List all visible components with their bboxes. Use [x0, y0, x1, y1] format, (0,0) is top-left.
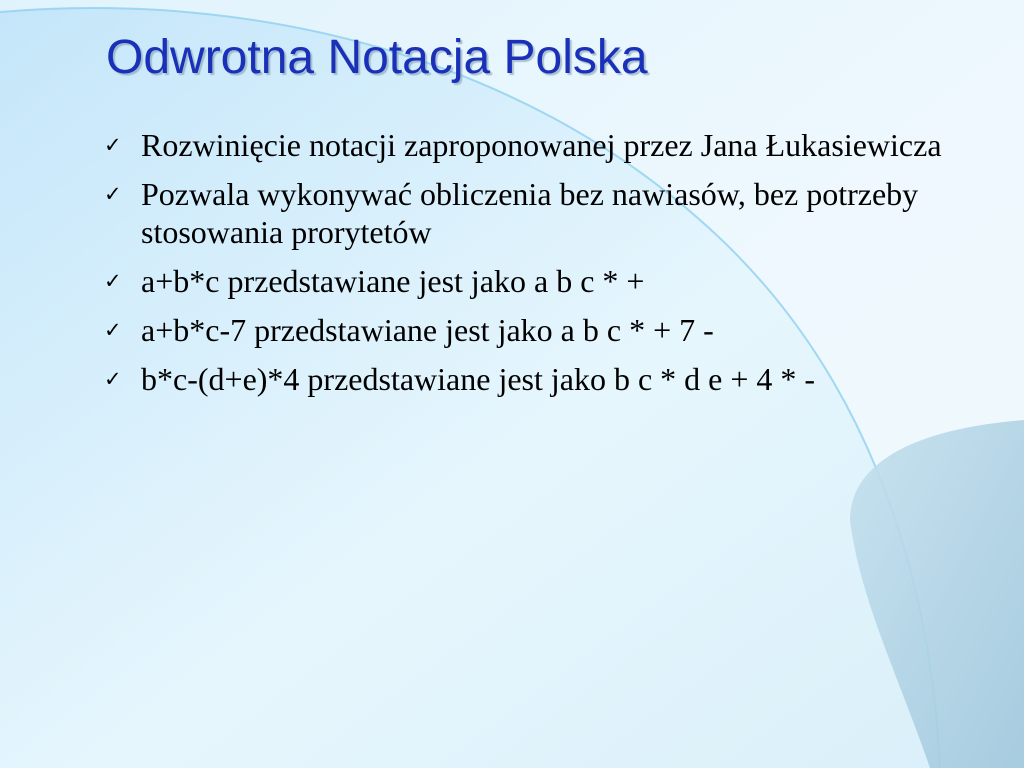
check-mark-icon: ✓ [104, 367, 122, 391]
check-mark-icon: ✓ [104, 269, 122, 293]
slide-title: Odwrotna Notacja Polska [106, 31, 648, 84]
check-mark-icon: ✓ [104, 318, 122, 342]
bullet-text: Rozwinięcie notacji zaproponowanej przez Jana Łukasiewicza [141, 127, 942, 163]
check-mark-icon: ✓ [104, 182, 122, 206]
bullet-item [0, 175, 981, 251]
check-mark-icon: ✓ [104, 133, 122, 157]
bullet-text: Pozwala wykonywać obliczenia bez nawiasów, bez potrzeby stosowania prorytetów [141, 176, 919, 250]
bullet-item [0, 311, 981, 349]
bullet-text: a+b*c przedstawiane jest jako a b c * + [141, 263, 645, 299]
bullet-item [0, 262, 981, 300]
bullet-item [0, 126, 981, 164]
bullet-item [0, 360, 981, 398]
bullet-text: b*c-(d+e)*4 przedstawiane jest jako b c * d e + 4 * - [141, 361, 816, 397]
bullet-list [0, 126, 1024, 409]
bullet-text: a+b*c-7 przedstawiane jest jako a b c * + 7 - [141, 312, 714, 348]
